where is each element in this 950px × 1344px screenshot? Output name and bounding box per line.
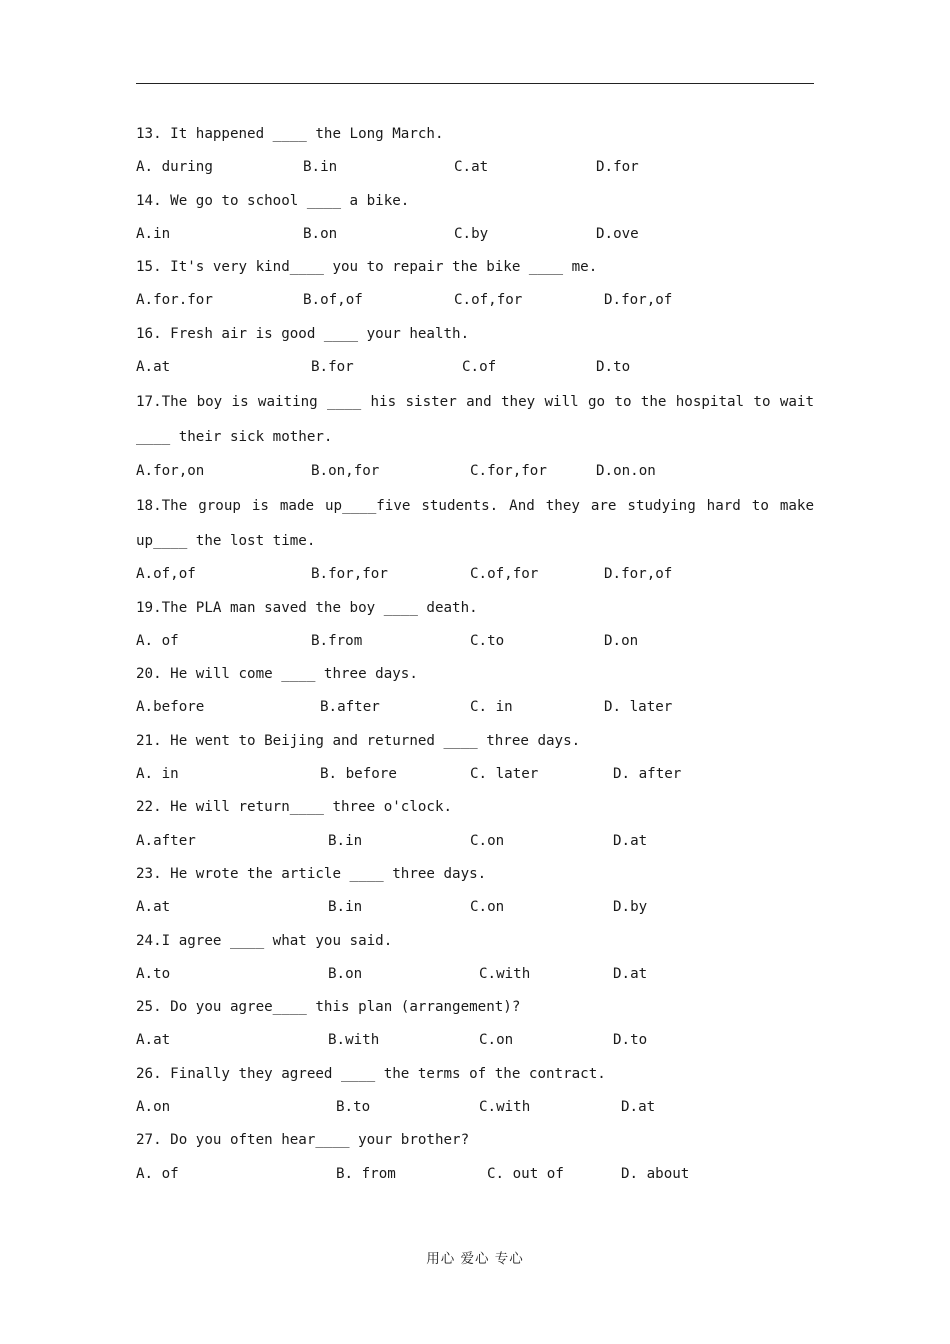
option-d: D.at: [613, 832, 648, 849]
option-b: B.to: [336, 1099, 371, 1116]
option-a: A. in: [136, 766, 179, 783]
option-d: D.at: [613, 965, 648, 982]
option-a: A. of: [136, 632, 179, 649]
question-15: 15. It's very kind____ you to repair the bike ____ me.: [136, 259, 598, 276]
option-d: D.for: [596, 159, 639, 176]
option-c: C.on: [479, 1032, 514, 1049]
option-a: A. of: [136, 1165, 179, 1182]
options-27: [136, 1158, 814, 1191]
option-d: D.to: [596, 359, 631, 376]
option-a: A.of,of: [136, 566, 196, 583]
option-d: D.by: [613, 899, 648, 916]
option-c: C.on: [470, 832, 505, 849]
question-24: 24.I agree ____ what you said.: [136, 932, 393, 949]
options-21: [136, 758, 814, 791]
option-c: C.to: [470, 632, 505, 649]
option-a: A.on: [136, 1099, 171, 1116]
option-a: A.for.for: [136, 292, 213, 309]
option-b: B.from: [311, 632, 363, 649]
option-a: A.for,on: [136, 462, 205, 479]
question-14: 14. We go to school ____ a bike.: [136, 192, 410, 209]
option-b: B.in: [328, 899, 363, 916]
option-b: B.of,of: [303, 292, 363, 309]
option-b: B.on: [328, 965, 363, 982]
option-b: B.for: [311, 359, 354, 376]
options-16: [136, 351, 814, 384]
option-a: A.after: [136, 832, 196, 849]
option-d: D.ove: [596, 225, 639, 242]
page-footer: 用心 爱心 专心: [426, 1251, 524, 1267]
option-c: C. out of: [487, 1165, 564, 1182]
option-c: C.of,for: [470, 566, 539, 583]
question-20: 20. He will come ____ three days.: [136, 666, 418, 683]
option-a: A.at: [136, 899, 171, 916]
option-d: D.to: [613, 1032, 648, 1049]
option-b: B.in: [303, 159, 338, 176]
option-c: C.for,for: [470, 462, 547, 479]
option-b: B.after: [320, 699, 380, 716]
option-d: D. later: [604, 699, 673, 716]
option-a: A. during: [136, 159, 213, 176]
option-c: C.with: [479, 1099, 531, 1116]
question-13: 13. It happened ____ the Long March.: [136, 126, 444, 142]
options-15: [136, 284, 814, 317]
option-a: A.to: [136, 965, 171, 982]
question-19: 19.The PLA man saved the boy ____ death.: [136, 599, 478, 616]
option-b: B.on: [303, 225, 338, 242]
options-19: [136, 625, 814, 658]
options-18: [136, 558, 814, 591]
option-b: B. from: [336, 1165, 396, 1182]
option-a: A.in: [136, 225, 171, 242]
options-14: [136, 218, 814, 251]
option-c: C. later: [470, 766, 539, 783]
option-a: A.at: [136, 359, 171, 376]
question-18-line-2: up____ the lost time.: [136, 532, 316, 549]
question-26: 26. Finally they agreed ____ the terms of the contract.: [136, 1065, 606, 1082]
option-b: B. before: [320, 766, 397, 783]
question-25: 25. Do you agree____ this plan (arrangement)?: [136, 999, 521, 1016]
question-22: 22. He will return____ three o'clock.: [136, 799, 453, 816]
question-21: 21. He went to Beijing and returned ____ three days.: [136, 732, 581, 749]
options-23: [136, 891, 814, 924]
option-b: B.in: [328, 832, 363, 849]
option-a: A.before: [136, 699, 205, 716]
option-c: C.on: [470, 899, 505, 916]
option-d: D. after: [613, 766, 682, 783]
option-b: B.on,for: [311, 462, 380, 479]
options-13: [136, 151, 814, 184]
option-d: D.at: [621, 1099, 656, 1116]
question-17-line-1: 17.The boy is waiting ____ his sister and they will go to the hospital to wait: [136, 394, 814, 411]
option-d: D.for,of: [604, 566, 673, 583]
option-c: C.by: [454, 225, 489, 242]
option-c: C.of,for: [454, 292, 523, 309]
option-c: C.at: [454, 159, 489, 176]
option-d: D.on: [604, 632, 639, 649]
option-b: B.for,for: [311, 566, 388, 583]
question-16: 16. Fresh air is good ____ your health.: [136, 325, 470, 342]
option-a: A.at: [136, 1032, 171, 1049]
options-25: [136, 1024, 814, 1057]
option-d: D.on.on: [596, 462, 656, 479]
question-18-line-1: 18.The group is made up____five students. And they are studying hard to make: [136, 497, 814, 514]
question-27: 27. Do you often hear____ your brother?: [136, 1132, 470, 1149]
options-20: [136, 691, 814, 724]
options-22: [136, 825, 814, 858]
question-list: [136, 118, 814, 1191]
options-26: [136, 1091, 814, 1124]
question-23: 23. He wrote the article ____ three days.: [136, 865, 487, 882]
option-d: D. about: [621, 1165, 690, 1182]
option-c: C. in: [470, 699, 513, 716]
question-17-line-2: ____ their sick mother.: [136, 429, 333, 446]
header-rule: [136, 83, 814, 84]
option-c: C.with: [479, 965, 531, 982]
option-b: B.with: [328, 1032, 380, 1049]
option-c: C.of: [462, 359, 497, 376]
options-17: [136, 455, 814, 488]
option-d: D.for,of: [604, 292, 673, 309]
options-24: [136, 958, 814, 991]
